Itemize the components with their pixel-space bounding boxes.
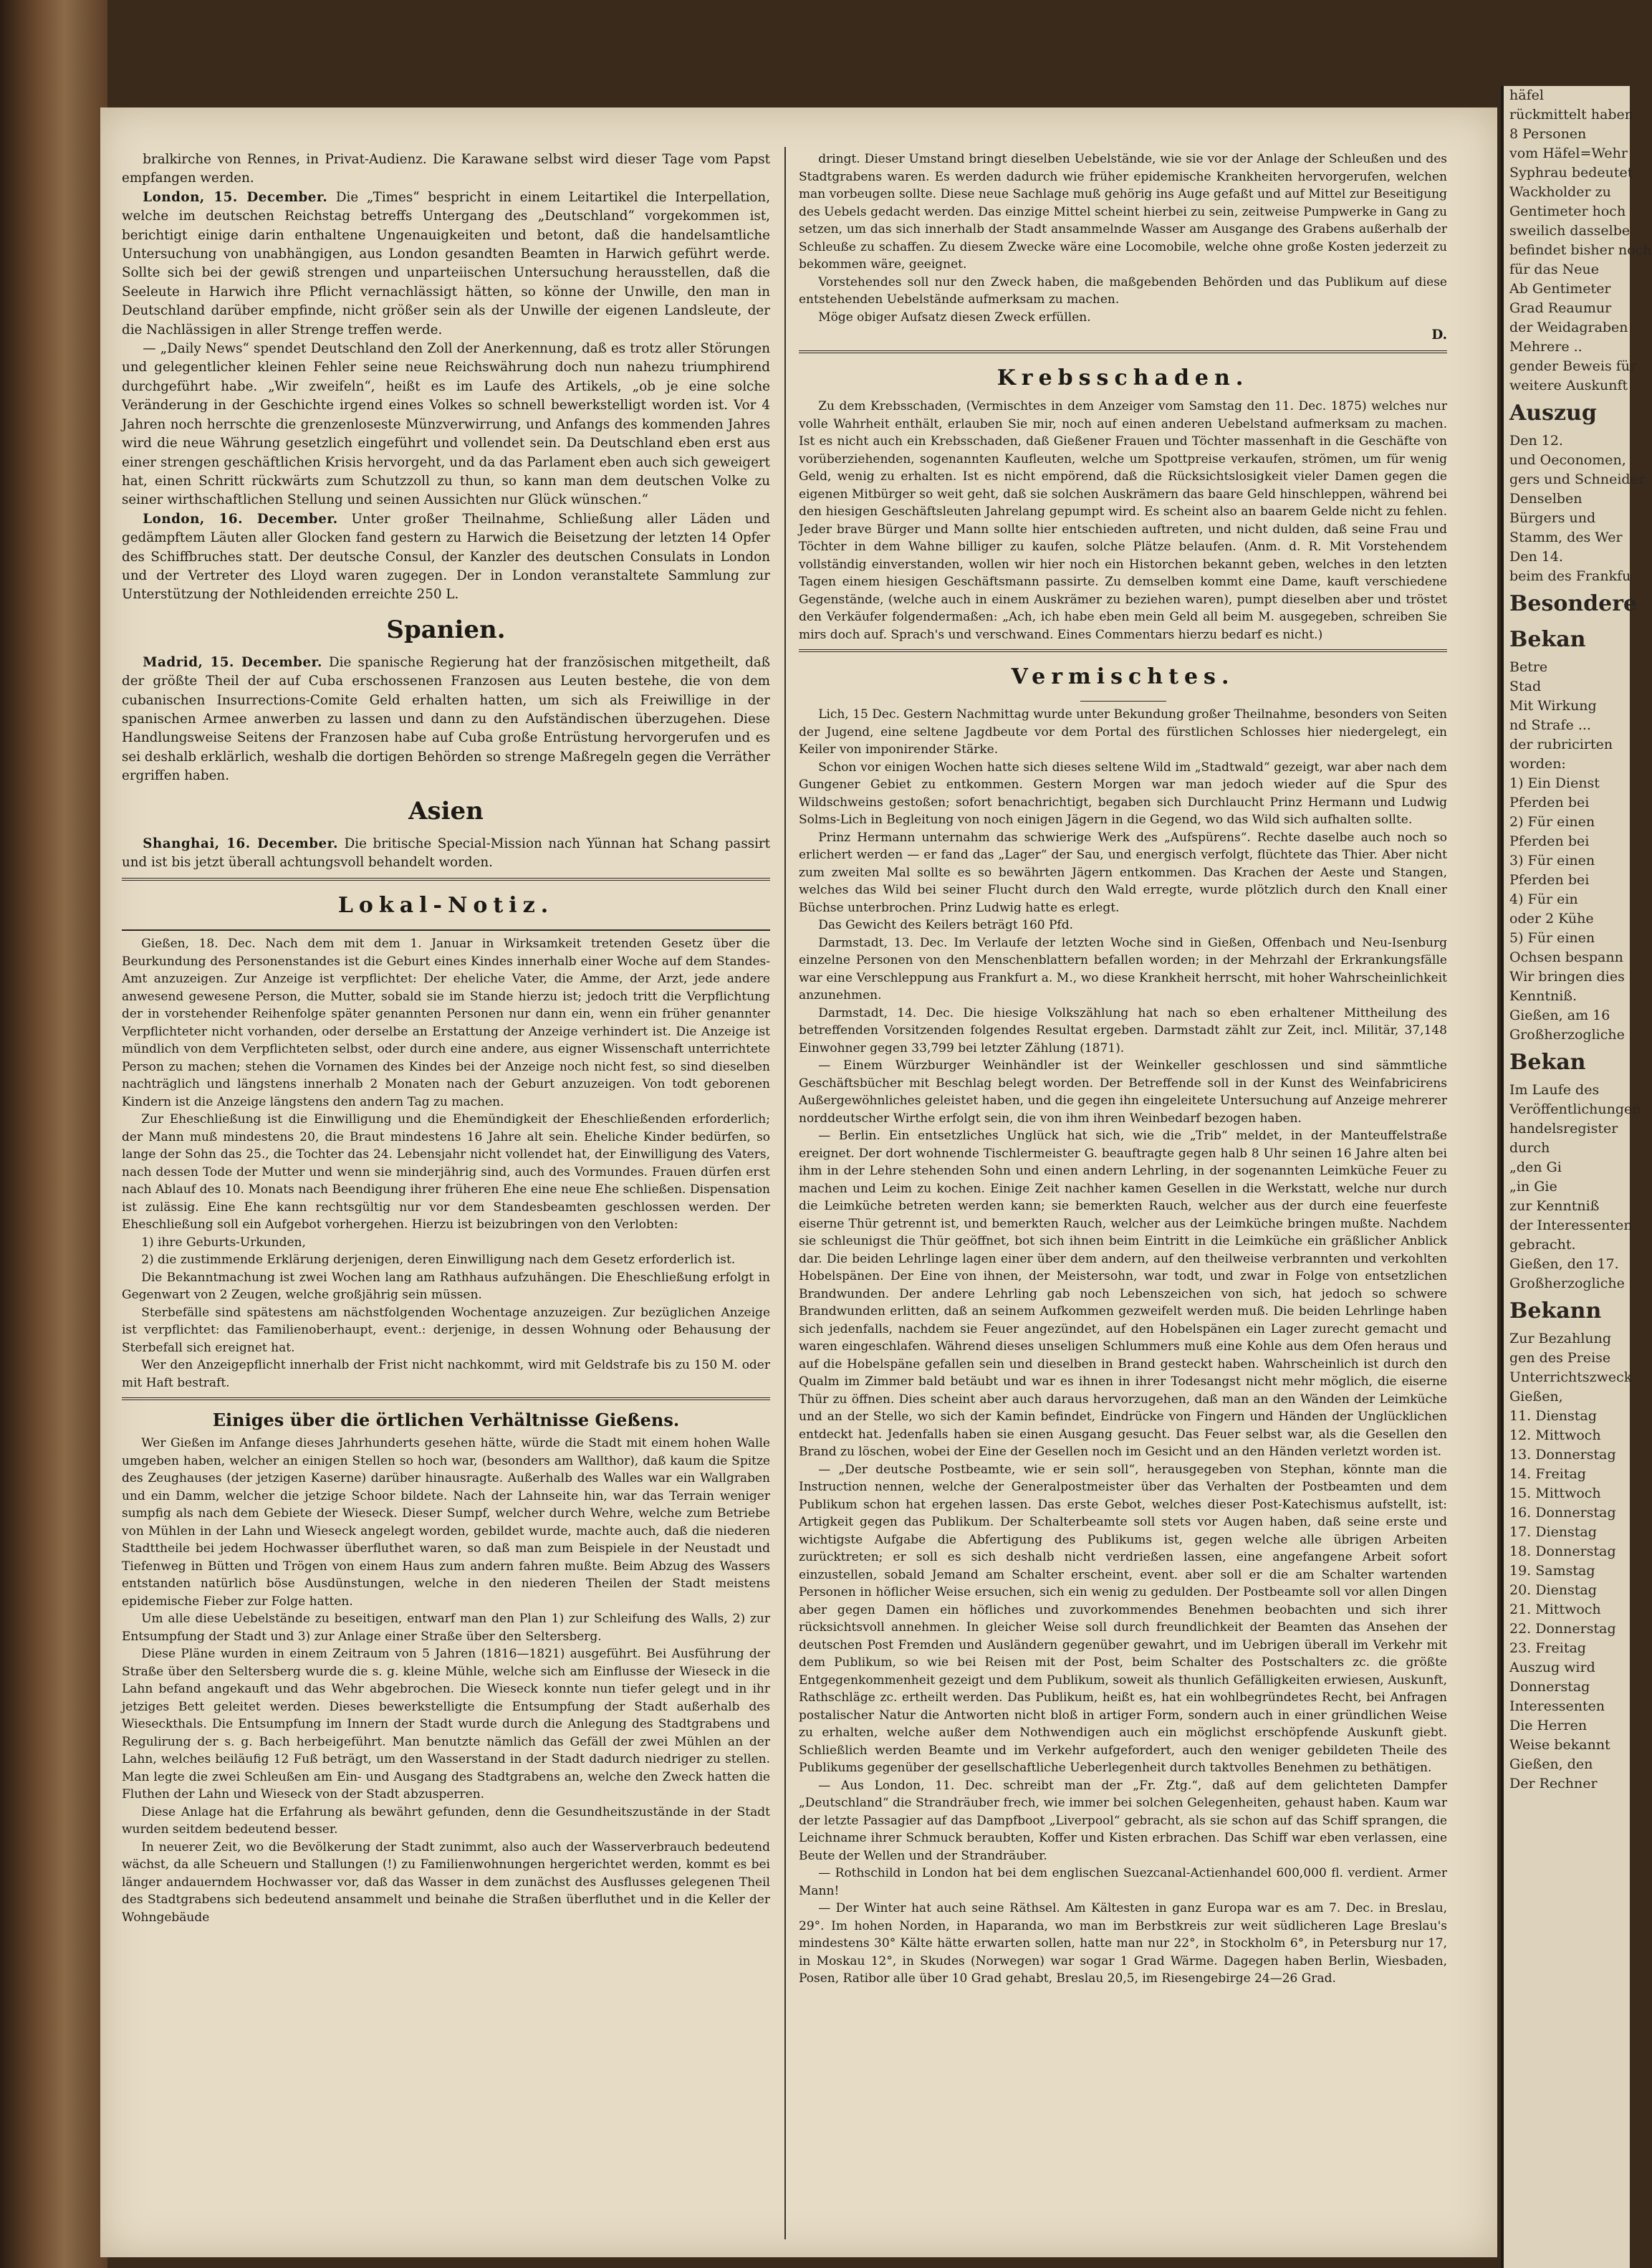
page-fragment-text: Den 12.: [1509, 433, 1563, 449]
page-fragment-text: Wir bringen dies: [1509, 969, 1625, 985]
paragraph: — Rothschild in London hat bei dem englischen Suezcanal-Actienhandel 600,000 fl. verdient. Armer Mann!: [799, 1866, 1447, 1898]
paragraph: — „Der deutsche Postbeamte, wie er sein soll“, herausgegeben von Stephan, könnte man die Instruction nennen, welche der Generalpostmeister über das Verhalten der Postbeamten und dem Publikum schon hat ergehen lassen. Das erste Gebot, welches dieser Post-Katechismus aufstellt, ist: Artigkeit gegen das Publikum. Der Schalterbeamte soll stets vor Augen haben, daß seine erste und wichtigste Aufgabe die Abfertigung des Publikums ist, gegen welche alle übrigen Arbeiten zurücktreten; er soll es sich deshalb nicht verdrießen lassen, eine angefangene Arbeit sofort einzustellen, sobald Jemand am Schalter erscheint, event. aber soll er die am Schalter wartenden Personen in höflicher Weise ersuchen, sich ein wenig zu gedulden. Der Postbeamte soll vor allen Dingen aber gegen Damen ein höfliches und zuvorkommendes Benehmen beobachten und sich ihrer rücksichtsvoll annehmen. In gleicher Weise soll durch freundlichkeit der Beamten das Ansehen der deutschen Post Fremden und Ausländern gegenüber gewahrt, und im Uebrigen überall im Verkehr mit dem Publikum, so wie bei Reisen mit der Post, beim Schalter des Postschalters zc. die größte Entgegenkommenheit gezeigt und dem Publikum, soweit als thunlich Gefälligkeiten erwiesen, Auskunft, Rathschläge zc. ertheilt werden. Das Publikum, heißt es, hat ein wohlbegründetes Recht, bei Anfragen postalischer Natur die Antworten nicht bloß in artiger Form, sondern auch in einer gründlichen Weise zu erhalten, welche außer dem Nothwendigen auch ein möglichst erschöpfende Auskunft giebt. Schließlich werden Beamte und im Verkehr aufgefordert, auch den weniger gebildeten Theile des Publikums gegenüber der gesellschaftliche Ueberlegenheit durch taktvolles Benehmen zu bethätigen.: [799, 1462, 1447, 1776]
page-fragment-text: der Weidagraben: [1509, 320, 1628, 335]
page-fragment-text: Veröffentlichungen: [1509, 1101, 1641, 1117]
page-fragment-text: zur Kenntniß: [1509, 1198, 1600, 1214]
page-fragment-text: 4) Für ein: [1509, 891, 1578, 907]
page-fragment-text: sweilich dasselbe: [1509, 223, 1631, 239]
section-divider: [122, 1397, 770, 1400]
page-fragment-text: Auszug: [1509, 401, 1597, 426]
paragraph: Darmstadt, 14. Dec. Die hiesige Volkszählung hat nach so eben erhaltener Mittheilung des betreffenden Vorsitzenden folgendes Resultat ergeben. Darmstadt zählt zur Zeit, incl. Militär, 37,148 Einwohner gegen 33,799 bei letzter Zählung (1871).: [799, 1005, 1447, 1056]
page-fragment-text: Donnerstag: [1509, 1679, 1590, 1695]
column-divider: [784, 147, 786, 2239]
page-fragment-text: 8 Personen: [1509, 126, 1587, 142]
page-fragment-text: Grad Reaumur: [1509, 300, 1612, 316]
page-fragment-text: 23. Freitag: [1509, 1640, 1586, 1656]
continuation-paragraphs: [799, 150, 1447, 326]
article-text: Unter großer Theilnahme, Schließung aller Läden und gedämpftem Läuten aller Glocken fand gestern zu Harwich die Beisetzung der letzten 14 Opfer des Schiffbruches statt. Der deutsche Consul, der Kanzler des deutschen Consulats in London und der Vertreter des Lloyd waren zugegen. Der in London veranstaltete Sammlung zur Unterstützung der Nothleidenden erreichte 250 L.: [122, 511, 770, 603]
newspaper-page: [100, 107, 1497, 2257]
lokal-paragraphs: [122, 935, 770, 1392]
page-fragment-text: nd Strafe ...: [1509, 717, 1591, 733]
page-fragment-text: oder 2 Kühe: [1509, 911, 1594, 927]
page-fragment-text: gers und Schneider: [1509, 472, 1645, 487]
page-fragment-text: Bekan: [1509, 627, 1586, 652]
article-london-2: [122, 510, 770, 605]
paragraph: Vorstehendes soll nur den Zweck haben, die maßgebenden Behörden und das Publikum auf diese entstehenden Uebelstände aufmerksam zu machen.: [799, 274, 1447, 307]
page-fragment-text: Die Herren: [1509, 1718, 1588, 1733]
page-fragment-text: Im Laufe des: [1509, 1082, 1600, 1098]
section-title-asien: Asien: [408, 796, 484, 826]
page-fragment-text: Gießen, den: [1509, 1756, 1593, 1772]
paragraph: In neuerer Zeit, wo die Bevölkerung der Stadt zunimmt, also auch der Wasserverbrauch bedeutend wächst, da alle Scheuern und Stallungen (!) zu Familienwohnungen hergerichtet werden, kommt es bei länger andauerndem Hochwasser vor, daß das Wasser in dem zunächst des Ausflusses gelegenen Theil des Stadtgrabens sich bedeutend ansammelt und beinahe die Straßen überfluthet und in die Keller der Wohngebäude: [122, 1839, 770, 1925]
page-fragment-text: Pferden bei: [1509, 795, 1590, 810]
paragraph: Wer Gießen im Anfange dieses Jahrhunderts gesehen hätte, würde die Stadt mit einem hohen Walle umgeben haben, welcher an einigen Stellen so hoch war, (besonders am Wallthor), daß kaum die Spitze des Zeughauses (der jetzigen Kaserne) darüber hinausragte. Außerhalb des Walles war ein Wallgraben und ein Damm, welcher die jetzige Schoor bildete. Nach der Lahnseite hin, war das Terrain weniger sumpfig als nach dem Gebiete der Wieseck. Dieser Sumpf, welcher durch Wehre, welche zum Betriebe von Mühlen in der Lahn und Wieseck angelegt worden, gebildet wurde, machte auch, daß die niederen Stadttheile bei jedem Hochwasser überfluthet waren, so daß man zum Beispiele in der Neustadt und Tiefenweg in Bütten und Trögen von einem Haus zum andern fahren mußte. Beim Abzug des Wassers entstanden natürlich böse Ausdünstungen, welche in den niederen Theilen der Stadt meistens epidemische Fieber zur Folge hatten.: [122, 1436, 770, 1609]
paragraph: Lich, 15 Dec. Gestern Nachmittag wurde unter Bekundung großer Theilnahme, besonders von Seiten der Jugend, eine seltene Jagdbeute vor dem Portal des fürstlichen Schlosses hier niedergelegt, ein Keiler von imponirender Stärke.: [799, 707, 1447, 757]
page-fragment-text: 14. Freitag: [1509, 1466, 1586, 1482]
section-divider: [122, 878, 770, 881]
page-fragment-text: vom Häfel=Wehr: [1509, 145, 1628, 161]
page-fragment-text: und Oeconomen,: [1509, 452, 1626, 468]
page-fragment-text: gebracht.: [1509, 1237, 1576, 1253]
page-fragment-text: 1) Ein Dienst: [1509, 775, 1600, 791]
page-fragment-text: Zur Bezahlung: [1509, 1331, 1612, 1346]
page-fragment-text: handelsregister: [1509, 1121, 1618, 1137]
article-daily-news: — „Daily News“ spendet Deutschland den Zoll der Anerkennung, daß es trotz aller Störungen und gelegentlicher kleinen Fehler seine neue Reichswährung doch nun nahezu triumphirend durchgeführt habe. „Wir zweifeln“, heißt es im Laufe des Artikels, „ob je eine solche Veränderung in der Geschichte irgend eines Volkes so schnell bewerkstelligt worden ist. Vor 4 Jahren noch herrschte die grenzenloseste Münzverwirrung, und Anfangs des kommenden Jahres wird die neue Währung gesetzlich eingeführt und vollendet sein. Da Deutschland eben erst aus einer strengen geschäftlichen Krisis hervorgeht, und da das Parlament eben auch sich geweigert hat, einen Schritt rückwärts zum Schutzzoll zu thun, so kann man dem deutschen Volke zu seiner wirthschaftlichen Stellung und seinen Aussichten nur Glück wünschen.“: [122, 341, 770, 508]
page-fragment-text: Syphrau bedeutet: [1509, 165, 1633, 181]
section-divider: [799, 649, 1447, 652]
page-fragment-text: 12. Mittwoch: [1509, 1427, 1601, 1443]
paragraph: Prinz Hermann unternahm das schwierige Werk des „Aufspürens“. Rechte daselbe auch noch so erlichert werden — er fand das „Lager“ der Sau, und energisch verfolgt, flüchtete das Thier. Aber nicht zum zweiten Mal sollte es so bewährten Jägern entkommen. Das Krachen der Aeste und Stangen, welches das Wild bei seiner Flucht durch den Wald erregte, wurde plötzlich durch den Knall einer Büchse unterbrochen. Prinz Ludwig hatte es erlegt.: [799, 830, 1447, 915]
page-fragment-text: Großherzogliche: [1509, 1276, 1625, 1291]
page-fragment-text: beim des Frankfu: [1509, 568, 1631, 584]
page-fragment-text: Weise bekannt: [1509, 1737, 1610, 1753]
paragraph: Diese Anlage hat die Erfahrung als bewährt gefunden, denn die Gesundheitszustände in der Stadt wurden seitdem bedeutend besser.: [122, 1804, 770, 1837]
page-fragment-text: 18. Donnerstag: [1509, 1544, 1616, 1559]
left-column: [122, 150, 770, 2250]
dateline: Shanghai, 16. December.: [143, 836, 339, 851]
page-fragment-text: weitere Auskunft: [1509, 378, 1628, 393]
page-fragment-text: Bekann: [1509, 1298, 1602, 1324]
section-title-krebs: Krebsschaden.: [997, 365, 1249, 391]
page-fragment-text: Interessenten: [1509, 1698, 1605, 1714]
page-fragment-text: Ab Gentimeter: [1509, 281, 1611, 297]
paragraph: 1) ihre Geburts-Urkunden,: [141, 1235, 306, 1250]
page-fragment-text: Gentimeter hoch: [1509, 204, 1626, 219]
section-divider: [1080, 701, 1166, 702]
einiges-paragraphs: [122, 1435, 770, 1926]
page-fragment-text: Besondere: [1509, 591, 1638, 616]
signature: D.: [1431, 327, 1447, 343]
section-divider: [122, 929, 770, 931]
page-fragment-text: Mit Wirkung: [1509, 698, 1597, 714]
page-fragment-text: Bekan: [1509, 1050, 1586, 1075]
paragraph: Darmstadt, 13. Dec. Im Verlaufe der letzten Woche sind in Gießen, Offenbach und Neu-Isenburg einzelne Personen von den Menschenblattern befallen worden; in der Mehrzahl der Erkrankungsfälle war eine Verschleppung aus Frankfurt a. M., wo diese Krankheit herrscht, mit hoher Wahrscheinlichkeit anzunehmen.: [799, 935, 1447, 1003]
paragraph: — Der Winter hat auch seine Räthsel. Am Kältesten in ganz Europa war es am 7. Dec. in Breslau, 29°. Im hohen Norden, in Haparanda, wo man im Berbstkreis zur weit südlicheren Lage Breslau's mindestens 30° Kälte hätte erwarten sollen, hatte man nur 22°, in Stockholm 6°, in Petersburg nur 17, in Moskau 12°, in Skudes (Norwegen) war sogar 1 Grad Wärme. Dagegen haben Berlin, Wiesbaden, Posen, Ratibor alle über 10 Grad gehabt, Breslau 20,5, im Riesengebirge 24—26 Grad.: [799, 1901, 1447, 1986]
page-fragment-text: 17. Dienstag: [1509, 1524, 1597, 1540]
article-text: Die britische Special-Mission nach Yünnan hat Schang passirt und ist bis jetzt überall achtungsvoll behandelt worden.: [122, 836, 771, 870]
section-title-einiges: Einiges über die örtlichen Verhältnisse Gießens.: [212, 1410, 680, 1431]
page-fragment-text: 20. Dienstag: [1509, 1582, 1597, 1598]
paragraph: 2) die zustimmende Erklärung derjenigen, deren Einwilligung nach dem Gesetz erforderlich ist.: [141, 1253, 736, 1268]
paragraph: Die Bekanntmachung ist zwei Wochen lang am Rathhaus aufzuhängen. Die Eheschließung erfolgt in Gegenwart von 2 Zeugen, welche großjährig sein müssen.: [122, 1270, 770, 1303]
page-fragment-text: 5) Für einen: [1509, 930, 1595, 946]
section-divider: [799, 350, 1447, 353]
adjacent-page-fragment: [1501, 86, 1652, 2268]
page-fragment-text: Pferden bei: [1509, 833, 1590, 849]
section-title-lokal: Lokal-Notiz.: [337, 893, 554, 919]
paragraph: Wer den Anzeigepflicht innerhalb der Frist nicht nachkommt, wird mit Geldstrafe bis zu 150 M. oder mit Haft bestraft.: [122, 1358, 770, 1390]
vermischtes-paragraphs: [799, 706, 1447, 1988]
page-fragment-text: Gießen, den 17.: [1509, 1256, 1619, 1272]
section-title-vermischtes: Vermischtes.: [1011, 664, 1235, 690]
page-fragment-text: Kenntniß.: [1509, 988, 1577, 1004]
paragraph: — Aus London, 11. Dec. schreibt man der „Fr. Ztg.“, daß auf dem gelichteten Dampfer „Deutschland“ die Strandräuber frech, wie immer bei solchen Gelegenheiten, gehaust haben. Kaum war der letzte Passagier auf das Dampfboot „Liverpool“ gebracht, als sie schon auf das Schiff sprangen, die Leichname ihrer Schmuck beraubten, Koffer und Kisten erbrachen. Das Schiff war eben verlassen, eine Beute der Wellen und der Strandräuber.: [799, 1778, 1447, 1863]
page-fragment-text: „den Gi: [1509, 1159, 1562, 1175]
page-fragment-text: 19. Samstag: [1509, 1563, 1595, 1579]
paragraph: bralkirche von Rennes, in Privat-Audienz. Die Karawane selbst wird dieser Tage vom Papst empfangen werden.: [122, 152, 770, 186]
page-fragment-text: häfel: [1509, 87, 1544, 103]
article-text: Die „Times“ bespricht in einem Leitartikel die Interpellation, welche im deutschen Reichstag betreffs Untergang des „Deutschland“ vorgekommen ist, berichtigt einige darin enthaltene Ungenauigkeiten und betont, daß die handelsamtliche Untersuchung von unabhängigen, aus London gesandten Beamten in Harwich geführt werde. Sollte sich bei der gewiß strengen und unparteiischen Untersuchung herausstellen, daß die Seeleute in Harwich ihre Pflicht vernachlässigt hätten, so könne der Unwille, den man in Deutschland darüber empfinde, nicht größer sein als der Unwille der eigenen Landsleute, der die Nachlässigen in aller Strenge treffen werde.: [122, 189, 771, 338]
page-fragment-text: gender Beweis für: [1509, 358, 1637, 374]
page-fragment-text: Auszug wird: [1509, 1660, 1595, 1675]
paragraph: Um alle diese Uebelstände zu beseitigen, entwarf man den Plan 1) zur Schleifung des Walls, 2) zur Entsumpfung der Stadt und 3) zur Anlage einer Straße über den Seltersberg.: [122, 1612, 770, 1644]
page-fragment-text: Ochsen bespann: [1509, 949, 1623, 965]
page-fragment-text: Mehrere ..: [1509, 339, 1583, 355]
book-binding: [0, 0, 107, 2268]
page-fragment-text: Großherzogliche: [1509, 1027, 1625, 1043]
paragraph: Gießen, 18. Dec. Nach dem mit dem 1. Januar in Wirksamkeit tretenden Gesetz über die Beurkundung des Personenstandes ist die Geburt eines Kindes innerhalb einer Woche auf dem Standes-Amt anzuzeigen. Zur Anzeige ist verpflichtet: Der eheliche Vater, die Amme, der Arzt, jede andere anwesend gewesene Person, die Mutter, sobald sie im Stande hierzu ist; jedoch tritt die Verpflichtung der in vorstehender Reihenfolge später genannten Personen nur dann ein, wenn ein früher genannter Verpflichteter nicht vorhanden, oder derselbe an Erstattung der Anzeige verhindert ist. Die Anzeige ist mündlich von dem Verpflichteten selbst, oder durch eine andere, aus eigner Wissenschaft unterrichtete Person zu machen; stehen die Vornamen des Kindes bei der Anzeige noch nicht fest, so sind dieselben nachträglich und längstens innerhalb 2 Monaten nach der Geburt anzuzeigen. Von todt geborenen Kindern ist die Anzeige längstens den andern Tag zu machen.: [122, 937, 770, 1109]
article-madrid: [122, 654, 770, 786]
article-london-1: [122, 188, 770, 340]
page-fragment-text: der rubricirten: [1509, 737, 1613, 752]
paragraph: Das Gewicht des Keilers beträgt 160 Pfd.: [818, 918, 1074, 933]
paragraph: Möge obiger Aufsatz diesen Zweck erfüllen.: [818, 310, 1091, 325]
page-fragment-text: Gießen,: [1509, 1389, 1563, 1405]
intro-paragraphs: [122, 150, 770, 188]
page-fragment-text: Denselben: [1509, 491, 1583, 507]
dateline: London, 15. December.: [143, 189, 328, 205]
article-text: Die spanische Regierung hat der französischen mitgetheilt, daß der größte Theil der auf Cuba erschossenen Franzosen aus Leuten bestehe, die von dem cubanischen Insurrections-Comite Geld erhalten hatten, um sich als Freiwillige in der spanischen Armee anwerben zu lassen und dann zu den Aufständischen überzugehen. Diese Handlungsweise Seitens der Franzosen habe auf Cuba große Entrüstung hervorgerufen und es sei deshalb erklärlich, weshalb die dortigen Behörden so strenge Maßregeln gegen die Verräther ergriffen haben.: [122, 654, 770, 784]
page-fragment-text: Stad: [1509, 679, 1542, 694]
page-fragment-text: für das Neue: [1509, 262, 1600, 277]
page-fragment-text: Der Rechner: [1509, 1776, 1598, 1791]
page-fragment-text: rückmittelt haben: [1509, 107, 1634, 123]
page-fragment-text: Gießen, am 16: [1509, 1008, 1610, 1023]
page-fragment-text: worden:: [1509, 756, 1566, 772]
page-fragment-text: 15. Mittwoch: [1509, 1485, 1601, 1501]
section-title-spanien: Spanien.: [386, 615, 506, 644]
page-fragment-text: Den 14.: [1509, 549, 1563, 565]
page-fragment-text: Unterrichtszweck: [1509, 1369, 1633, 1385]
right-column: [799, 150, 1447, 2250]
page-fragment-text: Wackholder zu: [1509, 184, 1611, 200]
page-fragment-text: 16. Donnerstag: [1509, 1505, 1616, 1521]
page-fragment-text: 11. Dienstag: [1509, 1408, 1597, 1424]
paragraph: — Berlin. Ein entsetzliches Unglück hat sich, wie die „Trib“ meldet, in der Manteuffelstraße ereignet. Der dort wohnende Tischlermeister G. beauftragte gegen halb 8 Uhr seinen 16 Jahre alten bei ihm in der Lehre stehenden Sohn und einen andern Lehrling, in der sogenannten Leimküche Feuer zu machen und Leim zu kochen. Einige Zeit nachher kamen Gesellen in die Werkstatt, welche nur durch die Leimküche betreten werden kann; sie bemerkten Rauch, welcher aus der durch eine feuerfeste eiserne Thür getrennt ist, und bemerkten Rauch, welcher aus der Leimküche bringen mußte. Nachdem sie schleunigst die Thür geöffnet, bot sich ihnen beim Eintritt in die Leimküche ein gräßlicher Anblick dar. Die beiden Lehrlinge lagen einer über dem andern, auf den theilweise verbrannten und verkohlten Hobelspänen. Der Eine von ihnen, der Meistersohn, war todt, und zwar in Folge von entsetzlichen Brandwunden. Der andere Lehrling gab noch Lebenszeichen von sich, hat jedoch so schwere Brandwunden erlitten, daß an seinem Aufkommen gezweifelt werden muß. Die beiden Lehrlinge haben sich jedenfalls, nachdem sie Feuer angezündet, auf den Hobelspänen ein Lager zurecht gemacht und waren eingeschlafen. Während dieses unseligen Schlummers muß eine Kohle aus dem Ofen heraus und auf die Hobelspäne gefallen sein und dieselben in Brand gesteckt haben. Wahrscheinlich ist durch den Qualm im Zimmer bald betäubt und war es ihnen in ihrer Todesangst nicht mehr möglich, die eiserne Thür zu öffnen. Dies scheint aber auch daraus hervorzugehen, daß man an den Wänden der Leimküche und an der Stelle, wo sich der Kamin befindet, Eindrücke von Fingern und Händen der Unglücklichen entdeckt hat. Jedenfalls haben sie einen Ausgang gesucht. Das Feuer selbst war, als die Gesellen den Brand zu löschen, wobei der Eine der Gesellen noch im Gesicht und an den Händen verletzt worden ist.: [799, 1129, 1447, 1460]
page-fragment-text: Betre: [1509, 659, 1548, 675]
page-fragment-text: 13. Donnerstag: [1509, 1447, 1616, 1463]
page-fragment-text: 22. Donnerstag: [1509, 1621, 1616, 1637]
paragraph: Schon vor einigen Wochen hatte sich dieses seltene Wild im „Stadtwald“ gezeigt, war aber nach dem Gungener Gebiet zu entkommen. Gestern Morgen war man jedoch wieder auf die Spur des Wildschweins gestoßen; sofort benachrichtigt, begaben sich Durchlaucht Prinz Hermann und Ludwig Solms-Lich in Begleitung von noch einigen Jägern in die Gegend, wo das Wild sich aufhalten sollte.: [799, 760, 1447, 828]
page-fragment-text: „in Gie: [1509, 1179, 1557, 1195]
paragraph: dringt. Dieser Umstand bringt dieselben Uebelstände, wie sie vor der Anlage der Schleußen und des Stadtgrabens waren. Es werden dadurch wie früher epidemische Krankheiten hervorgerufen, welchen man vorbeugen sollte. Diese neue Sachlage muß gehörig ins Auge gefaßt und auf Mittel zur Beseitigung des Uebels gedacht werden. Das einzige Mittel scheint hierbei zu sein, zeitweise Pumpwerke in Gang zu setzen, um das sich innerhalb der Stadt ansammelnde Wasser am Ausgange des Grabens außerhalb der Schleuße zu schaffen. Zu diesem Zwecke wäre eine Locomobile, welche ohne große Kosten jederzeit zu bekommen wäre, geeignet.: [799, 152, 1447, 272]
page-fragment-text: durch: [1509, 1140, 1550, 1156]
page-fragment-text: der Interessenten: [1509, 1217, 1633, 1233]
dateline: London, 16. December.: [143, 511, 338, 527]
paragraph: Diese Pläne wurden in einem Zeitraum von 5 Jahren (1816—1821) ausgeführt. Bei Ausführung der Straße über den Seltersberg wurde die s. g. kleine Mühle, welche sich am Einflusse der Wieseck in die Lahn befand angekauft und das Wehr abgebrochen. Die Wieseck konnte nun tiefer gelegt und in ihr jetziges Bett geleitet werden. Dieses bewerkstelligte die Entsumpfung der Stadt außerhalb des Wieseckthals. Die Entsumpfung im Innern der Stadt wurde durch die Anlegung des Stadtgrabens und Regulirung der s. g. Bach herbeigeführt. Man benutzte nämlich das Gefäll der zwei Mühlen an der Lahn, welches beiläufig 12 Fuß beträgt, um den Wasserstand in der Stadt dadurch niedriger zu stellen. Man legte die zwei Schleußen am Ein- und Ausgang des Stadtgrabens an, welche den Zweck hatten die Fluthen der Lahn und Wieseck von der Stadt abzusperren.: [122, 1647, 770, 1802]
page-fragment-text: 3) Für einen: [1509, 853, 1595, 869]
page-fragment-text: befindet bisher noch: [1509, 242, 1652, 258]
page-fragment-text: Pferden bei: [1509, 872, 1590, 888]
page-fragment-text: Bürgers und: [1509, 510, 1596, 526]
paragraph: — Einem Würzburger Weinhändler ist der Weinkeller geschlossen und sind sämmtliche Geschäftsbücher mit Beschlag belegt worden. Der Betreffende soll in der Kunst des Weinfabricirens Außergewöhnliches geleistet haben, und die gegen ihn eingeleitete Untersuchung auf Anzeige mehrerer norddeutscher Wirthe erfolgt sein, die von ihm ihren Weinbedarf bezogen haben.: [799, 1058, 1447, 1126]
article-shanghai: [122, 835, 770, 873]
article-krebs: Zu dem Krebsschaden, (Vermischtes in dem Anzeiger vom Samstag den 11. Dec. 1875) welches nur volle Wahrheit enthält, erlauben Sie mir, noch auf einen anderen Uebelstand aufmerksam zu machen. Ist es nicht auch ein Krebsschaden, daß Gießener Frauen und Töchter massenhaft in die Geschäfte von vorüberziehenden, sogenannten Kaufleuten, welche um Spottpreise verkaufen, strömen, um für wenig Geld, wenig zu erhalten. Ist es nicht empörend, daß die Rücksichtslosigkeit vieler Damen gegen die eigenen Mitbürger so weit geht, daß sie solchen Auskrämern das baare Geld hinschleppen, während bei den hiesigen Geschäftsleuten Jahrelang gepumpt wird. Es scheint also an baarem Gelde nicht zu fehlen. Jeder brave Bürger und Mann sollte hier entschieden auftreten, und nicht dulden, daß seine Frau und Töchter in dem Wahne billiger zu kaufen, solche Plätze belaufen. (Anm. d. R. Mit Vorstehendem vollständig einverstanden, wollen wir hier noch ein Historchen bekannt geben, welches in den letzten Tagen einem hiesigen Geschäftsmann passirte. Zu demselben kommt eine Dame, kauft verschiedene Gegenstände, (welche auch in einem Auskrämer zu beziehen waren), pumpt dieselben aber und tröstet den Verkäufer folgendermaßen: „Ach, ich habe eben mein Geld all beim M. ausgegeben, schreiben Sie mirs doch auf. Sprach's und verschwand. Eines Commentars hierzu bedarf es nicht.): [799, 399, 1447, 642]
page-fragment-text: Stamm, des Wer: [1509, 530, 1623, 545]
page-fragment-text: gen des Preise: [1509, 1350, 1611, 1366]
page-fragment-text: 21. Mittwoch: [1509, 1602, 1601, 1617]
dateline: Madrid, 15. December.: [143, 654, 322, 670]
page-fragment-text: 2) Für einen: [1509, 814, 1595, 830]
paragraph: Zur Eheschließung ist die Einwilligung und die Ehemündigkeit der Eheschließenden erforderlich; der Mann muß mindestens 20, die Braut mindestens 16 Jahre alt sein. Eheliche Kinder bedürfen, so lange der Sohn das 25., die Tochter das 24. Lebensjahr nicht vollendet hat, der Einwilligung des Vaters, nach dessen Tode der Mutter und wenn sie minderjährig sind, auch des Vormundes. Frauen dürfen erst nach Ablauf des 10. Monats nach Beendigung ihrer früheren Ehe eine neue Ehe schließen. Dispensation ist zulässig. Eine Ehe kann rechtsgültig nur vor dem Standesbeamten geschlossen werden. Der Eheschließung soll ein Aufgebot vorhergehen. Hierzu ist beizubringen von den Verlobten:: [122, 1112, 770, 1233]
paragraph: Sterbefälle sind spätestens am nächstfolgenden Wochentage anzuzeigen. Zur bezüglichen Anzeige ist verpflichtet: das Familienoberhaupt, event.: derjenige, in dessen Wohnung oder Behausung der Sterbefall sich ereignet hat.: [122, 1305, 770, 1355]
